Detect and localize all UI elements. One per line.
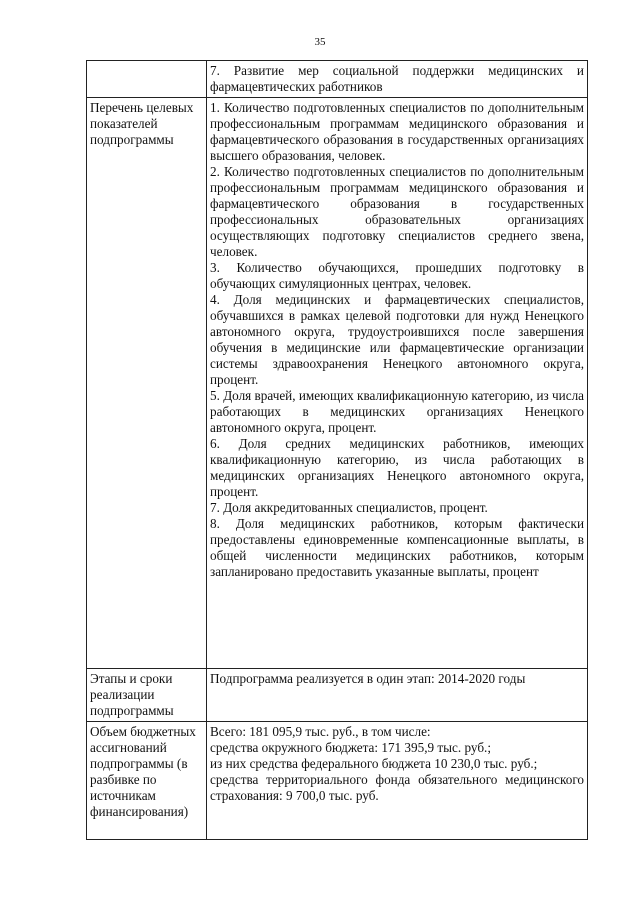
indicator-item: 1. Количество подготовленных специалистов по дополнительным профессиональным программам медицинского образования и фармацевтического образования в государственных организациях высшего образования, человек.	[210, 100, 584, 163]
row-label-cell	[87, 98, 207, 669]
row-label: Этапы и сроки реализации подпрограммы	[90, 671, 174, 718]
row-value-cell	[207, 98, 588, 669]
page-number: 35	[314, 36, 326, 48]
subprogram-passport-table	[86, 60, 588, 840]
budget-line: из них средства федерального бюджета 10 230,0 тыс. руб.;	[210, 756, 538, 771]
budget-line: средства территориального фонда обязательного медицинского страхования: 9 700,0 тыс. руб.	[210, 772, 584, 803]
row-label-cell	[87, 722, 207, 840]
table-row	[87, 669, 588, 722]
indicator-item: 4. Доля медицинских и фармацевтических специалистов, обучавшихся в рамках целевой подготовки для нужд Ненецкого автономного округа, трудоустроившихся после завершения обучения в медицинские или фармацевтические организации системы здравоохранения Ненецкого автономного округа, процент.	[210, 292, 584, 387]
row-value-cell	[207, 61, 588, 98]
row-label: Перечень целевых показателей подпрограммы	[90, 100, 194, 147]
table-row	[87, 722, 588, 840]
subprogram-title: 7. Развитие мер социальной поддержки медицинских и фармацевтических работников	[210, 63, 584, 94]
indicator-item: 5. Доля врачей, имеющих квалификационную категорию, из числа работающих в медицинских организациях Ненецкого автономного округа, процент.	[210, 388, 584, 435]
indicator-item: 6. Доля средних медицинских работников, имеющих квалификационную категорию, из числа работающих в медицинских организациях Ненецкого автономного округа, процент.	[210, 436, 584, 499]
indicator-item: 2. Количество подготовленных специалистов по дополнительным профессиональным программам медицинского образования и фармацевтического образования в государственных профессиональных образовательных организациях осуществляющих подготовку специалистов среднего звена, человек.	[210, 164, 584, 259]
row-value-cell	[207, 722, 588, 840]
indicator-item: 7. Доля аккредитованных специалистов, процент.	[210, 500, 488, 515]
row-value-cell	[207, 669, 588, 722]
row-label-cell	[87, 61, 207, 98]
row-label-cell	[87, 669, 207, 722]
row-label: Объем бюджетных ассигнований подпрограммы (в разбивке по источникам финансирования)	[90, 724, 196, 819]
budget-line: средства окружного бюджета: 171 395,9 тыс. руб.;	[210, 740, 491, 755]
table-row	[87, 98, 588, 669]
indicator-item: 8. Доля медицинских работников, которым фактически предоставлены единовременные компенсационные выплаты, в общей численности медицинских работников, которым запланировано предоставить указанные выплаты, процент	[210, 516, 584, 579]
budget-line: Всего: 181 095,9 тыс. руб., в том числе:	[210, 724, 431, 739]
stages-text: Подпрограмма реализуется в один этап: 2014-2020 годы	[210, 671, 526, 686]
table-row	[87, 61, 588, 98]
indicator-item: 3. Количество обучающихся, прошедших подготовку в обучающих симуляционных центрах, человек.	[210, 260, 584, 291]
